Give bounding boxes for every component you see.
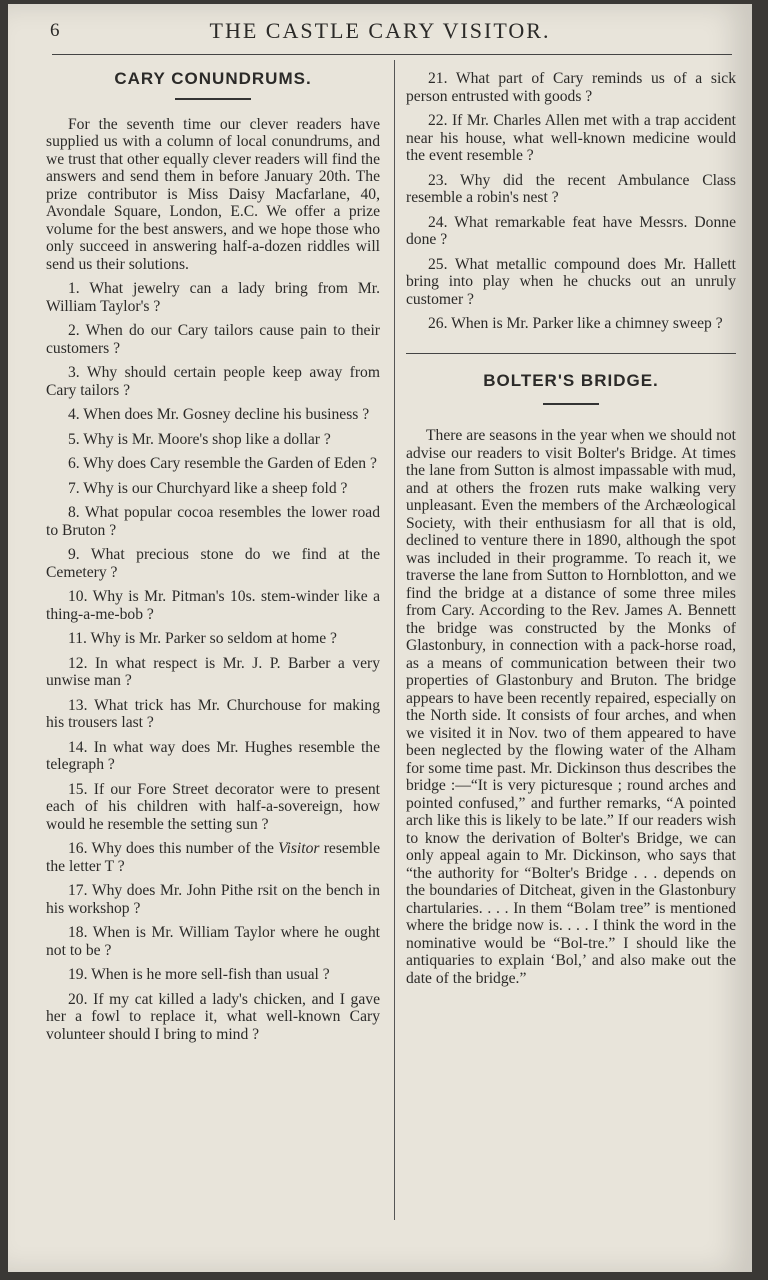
item16-pre: 16. Why does this number of the [68,840,279,857]
conundrum-item: 4. When does Mr. Gosney decline his business ? [68,406,370,423]
conundrum-item: 13. What trick has Mr. Churchouse for making his trousers last ? [46,696,380,731]
conundrum-item: 12. In what respect is Mr. J. P. Barber a very unwise man ? [46,654,380,689]
conundrums-intro: For the seventh time our clever readers have supplied us with a column of local conundrums, and we trust that other equally clever readers will find the answers and send them in before January 20th. The prize contributor is Miss Daisy Macfarlane, 40, Avondale Square, London, E.C. We offer a prize volume for the best answers, and we hope those who only succeed in answering half-a-dozen riddles will send us their solutions. [46,115,380,273]
conundrum-item: 24. What remarkable feat have Messrs. Donne done ? [406,213,736,248]
conundrum-item: 19. When is he more sell-fish than usual ? [68,966,330,983]
conundrum-item: 5. Why is Mr. Moore's shop like a dollar ? [68,430,331,448]
conundrum-item: 21. What part of Cary reminds us of a sick person entrusted with goods ? [406,70,736,105]
visitor-italic: Visitor [278,840,320,857]
page [8,4,752,1272]
conundrum-item: 7. Why is our Churchyard like a sheep fold ? [68,479,348,497]
conundrum-item: 15. If our Fore Street decorator were to present each of his children with half-a-sovereign, how would he resemble the setting sun ? [46,780,380,833]
conundrum-item: 18. When is Mr. William Taylor where he ought not to be ? [46,924,380,959]
conundrum-item: 17. Why does Mr. John Pithe rsit on the bench in his workshop ? [46,882,380,917]
conundrums-title: CARY CONUNDRUMS. [114,69,312,88]
conundrum-item: 3. Why should certain people keep away from Cary tailors ? [46,364,380,399]
conundrum-item: 1. What jewelry can a lady bring from Mr. William Taylor's ? [46,280,380,315]
conundrum-item-16 [46,840,380,875]
page-number: 6 [50,20,60,41]
page-header [8,18,752,48]
bolters-bridge-body: There are seasons in the year when we should not advise our readers to visit Bolter's Bridge. At times the lane from Sutton is almost impassable with mud, and at others the frozen ruts make walking very unpleasant. Even the members of the Archæological Society, with their enthusiasm for all that is old, declined to venture there in 1890, although the spot was included in their programme. To reach it, we traverse the lane from Sutton to Hornblotton, and we find the bridge at a distance of some three miles from Cary. According to the Rev. James A. Bennett the bridge was constructed by the Monks of Glastonbury, in connection with a pack-horse road, as a means of communication between their two properties of Glastonbury and Bruton. The bridge appears to have been recently repaired, especially on the North side. It consists of four arches, and when we visited it in Nov. two of them appeared to have been neglected by the flowing water of the Alham for some time past. Mr. Dickinson thus describes the bridge :—“It is very picturesque ; round arches and pointed confused,” and further remarks, “A pointed arch like this is likely to be late.” If our readers wish to know the derivation of Bolter's Bridge, we can only appeal again to Mr. Dickinson, who says that “the authority for “Bolter's Bridge . . . depends on the boundaries of Ditcheat, given in the Glastonbury chartularies. . . . In them “Bolam tree” is mentioned where the bridge now is. . . . I think the word in the nominative would be “Bol-tre.” I should like the antiquaries to explain ‘Bol,’ and also make out the date of the bridge.” [406,427,736,987]
conundrum-item: 14. In what way does Mr. Hughes resemble the telegraph ? [46,738,380,773]
right-column [406,70,736,994]
conundrum-item: 20. If my cat killed a lady's chicken, and I gave her a fowl to replace it, what well-known Cary volunteer should I bring to mind ? [46,990,380,1043]
header-rule [52,54,732,55]
bolters-bridge-title: BOLTER'S BRIDGE. [483,370,659,390]
conundrum-item: 26. When is Mr. Parker like a chimney sweep ? [428,315,723,332]
section-separator [406,353,736,354]
conundrum-item: 23. Why did the recent Ambulance Class resemble a robin's nest ? [406,171,736,206]
left-column [46,66,380,1050]
conundrums-title-rule [175,98,251,100]
conundrum-item: 25. What metallic compound does Mr. Hallett bring into play when he chucks out an unruly customer ? [406,255,736,308]
column-divider [394,60,395,1220]
conundrum-item: 22. If Mr. Charles Allen met with a trap accident near his house, what well-known medicine would the event resemble ? [406,112,736,164]
conundrum-item: 8. What popular cocoa resembles the lower road to Bruton ? [46,504,380,539]
bolters-bridge-title-rule [543,403,599,405]
conundrum-item: 10. Why is Mr. Pitman's 10s. stem-winder like a thing-a-me-bob ? [46,588,380,623]
conundrum-item: 9. What precious stone do we find at the Cemetery ? [46,546,380,581]
conundrum-item: 2. When do our Cary tailors cause pain to their customers ? [46,322,380,357]
conundrum-item: 6. Why does Cary resemble the Garden of Eden ? [68,455,377,472]
running-title: THE CASTLE CARY VISITOR. [209,18,551,43]
conundrum-item: 11. Why is Mr. Parker so seldom at home ? [68,630,337,647]
item16-post: resemble the letter T ? [46,840,380,875]
